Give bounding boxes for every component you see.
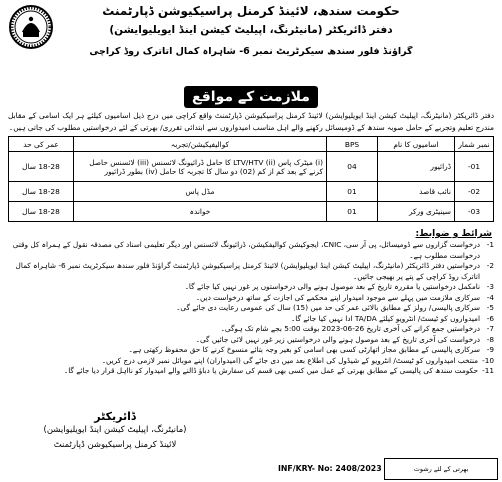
cell-post-name: سینیٹری ورکر (378, 202, 455, 222)
signature-line-3: لائینڈ کرمنل پراسیکیوشن ڈپارٹمنٹ (53, 440, 177, 450)
term-text: نامکمل درخواستیں یا مقررہ تاریخ کے بعد موصول ہونے والی درخواستوں پر غور نہیں کیا جائے گا۔ (184, 282, 480, 291)
header-line-1: حکومت سندھ، لائینڈ کرمنل پراسیکیوشن ڈپارٹمنٹ (102, 4, 400, 18)
terms-heading: شرائط و ضوابط: (415, 229, 492, 239)
term-text: درخواست گزاروں سے ڈومیسائل، پی آر سی، CNIC، ایجوکیشن کوالیفکیشن، ڈرائیونگ لائسنس اور دیگر تعلیمی اسناد کی مصدقہ نقول کے ہمراہ کل وقتی درخواست مطلوب ہے۔ (12, 240, 480, 260)
table-header-row (9, 137, 494, 152)
term-text: درخواستیں جمع کرانے کی آخری تاریخ 26-06-2023 بوقت 5:00 بجے شام تک ہوگی۔ (220, 324, 480, 333)
cell-serial: 02- (455, 182, 494, 202)
job-opportunities-banner: ملازمت کے مواقع (184, 86, 318, 108)
list-item: 2- درخواستیں دفتر ڈائریکٹر (مانیٹرنگ، اپیلیٹ کیشن اینڈ ایویلیوایشن) لائینڈ کرمنل پراسیکیوشن ڈپارٹمنٹ گراؤنڈ فلور سندھ سیکرٹریٹ نمبر 6- شاہراہ کمال اتاترک روڈ کراچی کے پتے پر بھیجی جائیں۔ (8, 261, 494, 282)
stamp-text: بھرتی کے لئے رشوت (413, 465, 469, 473)
list-item: 8- درخواست کی آخری تاریخ کے بعد موصول ہونے والی درخواستیں زیر غور نہیں لائی جائیں گی۔ (195, 334, 494, 344)
cell-post-name: ڈرائیور (378, 152, 455, 182)
header-line-2: دفتر ڈائریکٹر (مانیٹرنگ، اپیلیٹ کیشن اینڈ ایویلیوایشن) (109, 24, 393, 36)
list-item: 3- نامکمل درخواستیں یا مقررہ تاریخ کے بعد موصول ہونے والی درخواستوں پر غور نہیں کیا جائے گا۔ (184, 282, 494, 291)
list-item: 1- درخواست گزاروں سے ڈومیسائل، پی آر سی، CNIC، ایجوکیشن کوالیفکیشن، ڈرائیونگ لائسنس اور دیگر تعلیمی اسناد کی مصدقہ نقول کے ہمراہ کل وقتی درخواست مطلوب ہے۔ (8, 240, 494, 261)
term-text: منتخب امیدواروں کو ٹیسٹ/ انٹرویو کے شیڈول کی اطلاع بعد میں دی جائے گی (امیدواران) اپنے موبائل نمبر لازمی درج کریں۔ (101, 355, 479, 365)
reference-number: INF/KRY- No: 2408/2023 (278, 464, 382, 473)
header-age-limit: عمر کی حد (9, 137, 74, 152)
term-text: سرکاری پالیسی کے مطابق مجاز اتھارٹی کسی بھی اسامی کو بغیر وجہ بتائے منسوخ کرنے کا حق محفوظ رکھتی ہے۔ (128, 345, 480, 354)
cell-serial: 01- (455, 152, 494, 182)
cell-qualification: (i) میٹرک پاس (ii) LTV/HTV کا حامل ڈرائیونگ لائسنس (iii) لائسنس حاصل کرنے کے بعد کم از کم (02) دو سال کا تجربہ کا حامل (iv) بطور ڈرائیور (74, 152, 327, 182)
header-serial: نمبر شمار (455, 137, 494, 152)
cell-age-limit: 18-28 سال (9, 182, 74, 202)
cell-age-limit: 18-28 سال (9, 152, 74, 182)
list-item: 6- امیدواروں کو ٹیسٹ/ انٹرویو کیلئے TA/DA ادا نہیں کیا جائے گا۔ (290, 313, 494, 323)
term-text: سرکاری پالیسی/ رولز کے مطابق بالائی عمر کی حد میں (15) سال کی عمومی رعایت دی جائے گی۔ (176, 303, 480, 312)
header-qualification: کوالیفیکیشن/تجربہ (74, 137, 327, 152)
cell-bps: 04 (327, 152, 378, 182)
table-row (9, 152, 494, 182)
list-item: 11- حکومت سندھ کی پالیسی کے مطابق بھرتی کے عمل میں کسی بھی قسم کی سفارش یا دباؤ ڈالنے والے امیدوار کو نااہل قرار دیا جائے گا۔ (63, 366, 494, 375)
list-item: 9- سرکاری پالیسی کے مطابق مجاز اتھارٹی کسی بھی اسامی کو بغیر وجہ بتائے منسوخ کرنے کا حق محفوظ رکھتی ہے۔ (128, 345, 494, 354)
header-post-name: اسامیوں کا نام (378, 137, 455, 152)
term-text: درخواستیں دفتر ڈائریکٹر (مانیٹرنگ، اپیلیٹ کیشن اینڈ ایویلیوایشن) لائینڈ کرمنل پراسیکیوشن ڈپارٹمنٹ گراؤنڈ فلور سندھ سیکرٹریٹ نمبر 6- شاہراہ کمال اتاترک روڈ کراچی کے پتے پر بھیجی جائیں۔ (15, 261, 480, 281)
vacancies-table (8, 136, 494, 222)
list-item: 10- منتخب امیدواروں کو ٹیسٹ/ انٹرویو کے شیڈول کی اطلاع بعد میں دی جائے گی (امیدواران) اپنے موبائل نمبر لازمی درج کریں۔ (101, 355, 494, 365)
table-row (9, 182, 494, 202)
table-row (9, 202, 494, 222)
cell-age-limit: 18-28 سال (9, 202, 74, 222)
term-text: حکومت سندھ کی پالیسی کے مطابق بھرتی کے عمل میں کسی بھی قسم کی سفارش یا دباؤ ڈالنے والے امیدوار کو نااہل قرار دیا جائے گا۔ (63, 366, 479, 375)
cell-qualification: مڈل پاس (74, 182, 327, 202)
intro-paragraph: دفتر ڈائریکٹر (مانیٹرنگ، اپیلیٹ کیشن اینڈ ایویلیوایشن) لائینڈ کرمنل پراسیکیوشن ڈپارٹمنٹ واقع کراچی میں درج ذیل اسامیوں کیلئے ہر ایک اسامی کے مقابل مندرج تعلیم وتجربے کے حامل صوبہ سندھ کے ڈومیسائل رکھنے والے اہل مناسب امیدواروں سے ابتدائی تقرری/ بھرتی کے لئے درخواستیں مطلوب کی جاتی ہیں۔ (8, 111, 494, 132)
list-item: 5- سرکاری پالیسی/ رولز کے مطابق بالائی عمر کی حد میں (15) سال کی عمومی رعایت دی جائے گی۔ (176, 303, 494, 312)
terms-list (8, 240, 494, 377)
signature-line-2: (مانیٹرنگ، اپیلیٹ کیشن اینڈ ایویلیوایشن) (43, 425, 187, 435)
header-bps: BPS (327, 137, 378, 152)
header-line-3: گراؤنڈ فلور سندھ سیکرٹریٹ نمبر 6- شاہراہ کمال اتاترک روڈ کراچی (89, 46, 413, 57)
anti-bribery-stamp (384, 458, 498, 480)
government-emblem-logo (8, 4, 54, 50)
cell-serial: 03- (455, 202, 494, 222)
term-text: درخواست کی آخری تاریخ کے بعد موصول ہونے والی درخواستیں زیر غور نہیں لائی جائیں گی۔ (195, 334, 480, 344)
cell-bps: 01 (327, 182, 378, 202)
cell-qualification: خواندہ (74, 202, 327, 222)
cell-bps: 01 (327, 202, 378, 222)
cell-post-name: نائب قاصد (378, 182, 455, 202)
signature-title: ڈائریکٹر (94, 410, 136, 423)
term-text: امیدواروں کو ٹیسٹ/ انٹرویو کیلئے TA/DA ادا نہیں کیا جائے گا۔ (290, 313, 480, 323)
term-text: سرکاری ملازمت میں پہلے سے موجود امیدوار اپنے محکمے کی اجازت کے ساتھ درخواست دیں۔ (195, 292, 480, 302)
list-item: 4- سرکاری ملازمت میں پہلے سے موجود امیدوار اپنے محکمے کی اجازت کے ساتھ درخواست دیں۔ (195, 292, 494, 302)
list-item: 7- درخواستیں جمع کرانے کی آخری تاریخ 26-06-2023 بوقت 5:00 بجے شام تک ہوگی۔ (220, 324, 494, 333)
